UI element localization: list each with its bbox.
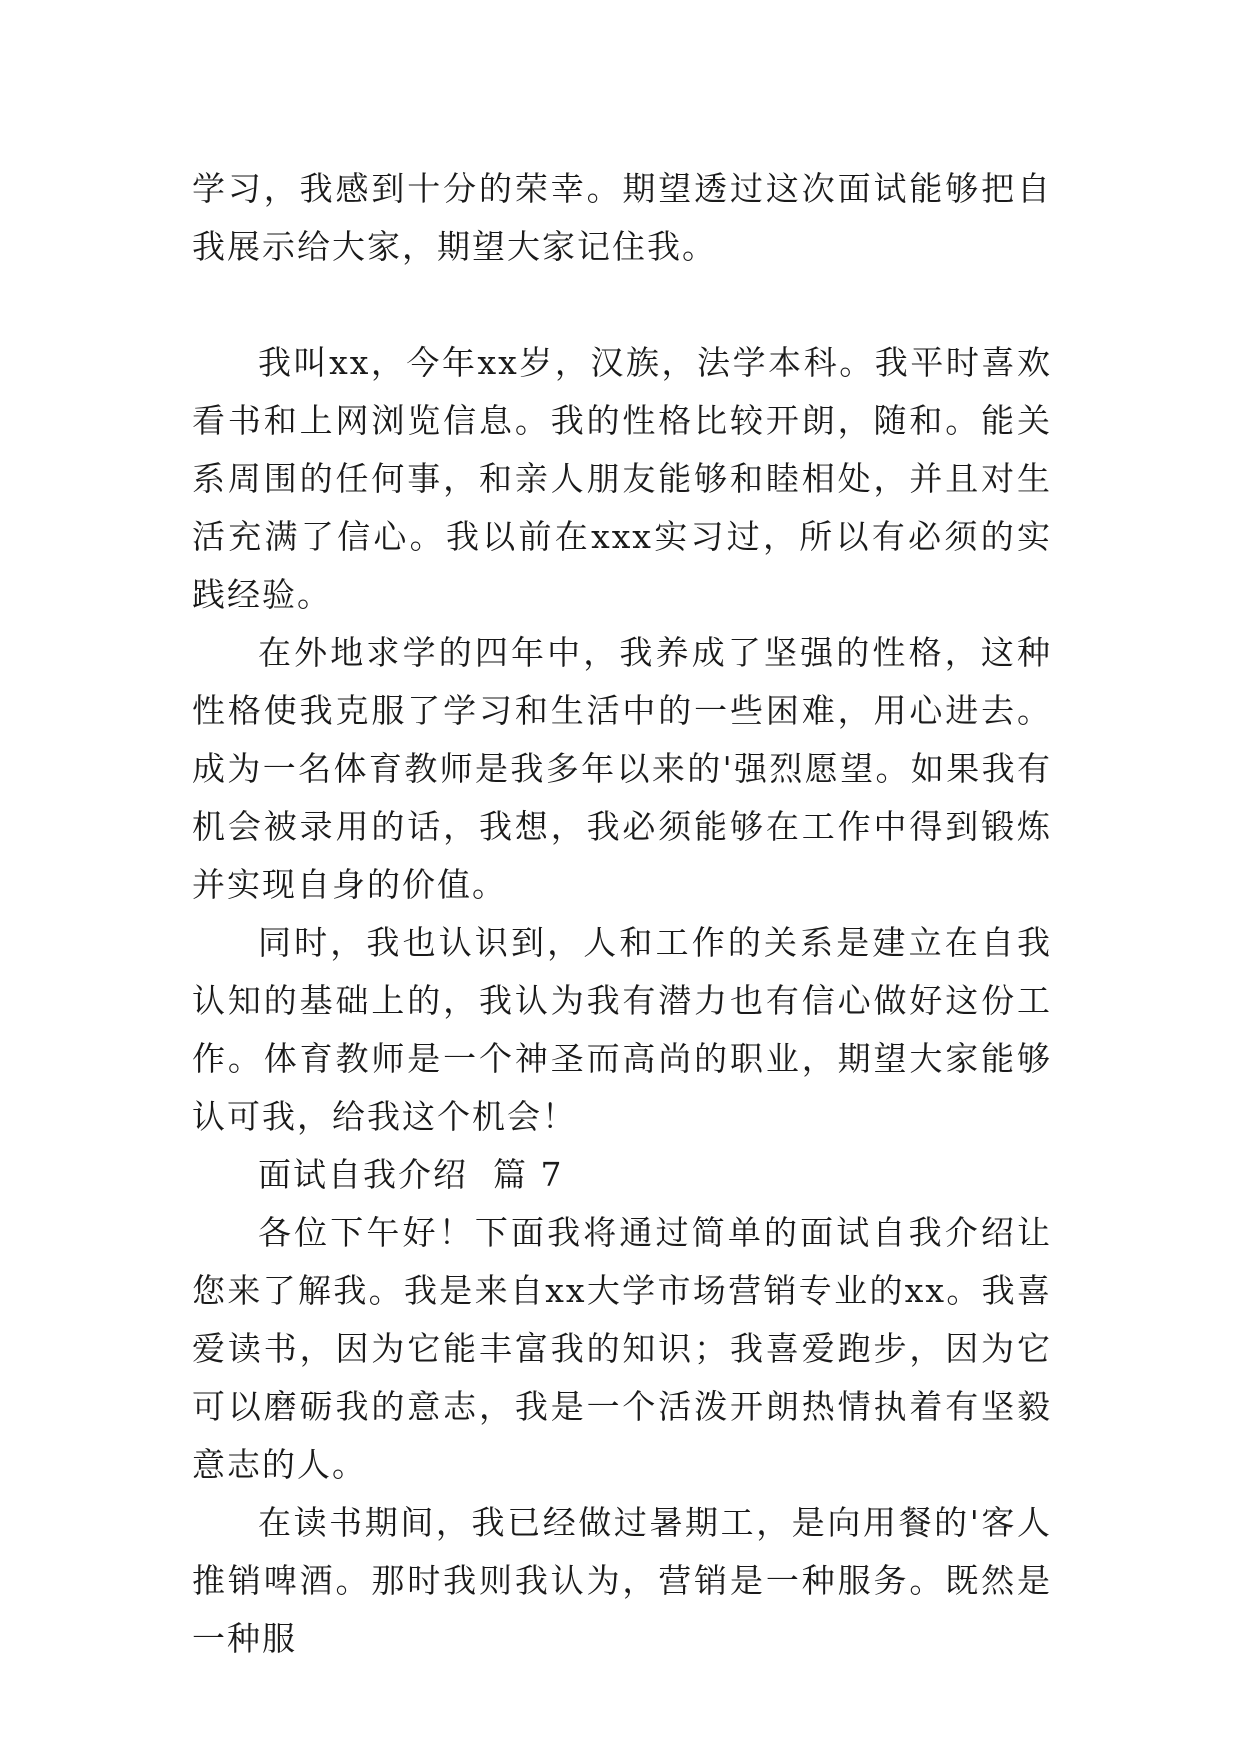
paragraph-greeting: 各位下午好！下面我将通过简单的面试自我介绍让您来了解我。我是来自xx大学市场营销专业的xx。我喜爱读书，因为它能丰富我的知识；我喜爱跑步，因为它可以磨砺我的意志，我是一个活泼开朗热情执着有坚毅意志的人。	[192, 1213, 1052, 1484]
section-heading: 面试自我介绍 篇 7	[258, 1155, 564, 1194]
paragraph-self-awareness: 同时，我也认识到，人和工作的关系是建立在自我认知的基础上的，我认为我有潜力也有信心做好这份工作。体育教师是一个神圣而高尚的职业，期望大家能够认可我，给我这个机会！	[192, 923, 1052, 1136]
document-body	[192, 160, 1052, 1668]
paragraph-study-experience: 在外地求学的四年中，我养成了坚强的性格，这种性格使我克服了学习和生活中的一些困难，用心进去。成为一名体育教师是我多年以来的'强烈愿望。如果我有机会被录用的话，我想，我必须能够在工作中得到锻炼并实现自身的价值。	[192, 633, 1052, 904]
paragraph-continuation: 学习，我感到十分的荣幸。期望透过这次面试能够把自我展示给大家，期望大家记住我。	[192, 169, 1052, 266]
paragraph-self-intro-basic: 我叫xx，今年xx岁，汉族，法学本科。我平时喜欢看书和上网浏览信息。我的性格比较开朗，随和。能关系周围的任何事，和亲人朋友能够和睦相处，并且对生活充满了信心。我以前在xxx实习过，所以有必须的实践经验。	[192, 343, 1052, 614]
paragraph-work-experience: 在读书期间，我已经做过暑期工，是向用餐的'客人推销啤酒。那时我则我认为，营销是一种服务。既然是一种服	[192, 1503, 1052, 1658]
